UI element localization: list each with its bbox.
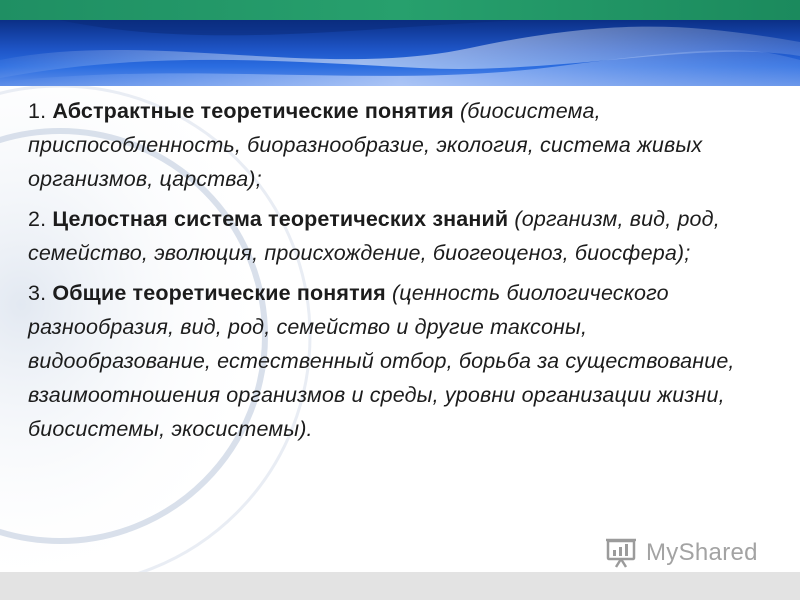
list-item-1 [28,94,768,196]
bottom-bar [0,572,800,600]
item-description: (организм, вид, род, семейство, эволюция, происхождение, биогеоценоз, биосфера); [28,207,720,265]
slide-content [28,94,768,452]
item-number: 1. [28,99,47,123]
top-green-stripe [0,0,800,20]
watermark-text: MyShared [646,539,758,566]
item-description: (биосистема, приспособленность, биоразнообразие, экология, система живых организмов, царства); [28,99,703,191]
item-title: Абстрактные теоретические понятия [52,99,454,123]
item-description: (ценность биологического разнообразия, вид, род, семейство и другие таксоны, видообразование, естественный отбор, борьба за существование, взаимоотношения организмов и среды, уровни организации жизни, биосистемы, экосистемы). [28,281,735,441]
item-title: Целостная система теоретических знаний [52,207,509,231]
header-banner [0,20,800,86]
item-number: 3. [28,281,47,305]
list-item-3 [28,276,768,446]
item-number: 2. [28,207,47,231]
list-item-2 [28,202,768,270]
presentation-chart-icon [606,538,640,568]
banner-wave-decor [0,20,800,86]
item-title: Общие теоретические понятия [52,281,386,305]
myshared-watermark[interactable] [606,536,758,570]
